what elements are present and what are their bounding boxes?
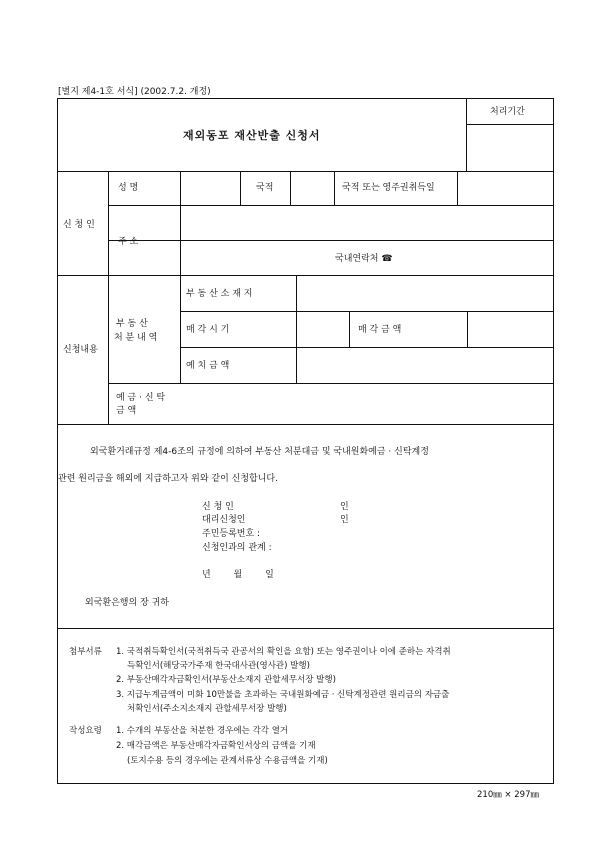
frame-right: [553, 98, 554, 784]
applicant-seal: 인: [340, 502, 349, 512]
request-label-divider: [180, 275, 181, 383]
statement-bottom: [57, 628, 554, 629]
section-col-divider: [108, 171, 109, 425]
name-col-2: [290, 171, 291, 205]
attachment-3: 3. 지급누계금액이 미화 10만불을 초과하는 국내원화예금 · 신탁계정관련 원리금의 자금출: [116, 690, 450, 700]
applicant-section-bottom: [57, 275, 554, 276]
processing-period-label: 처리기간: [490, 107, 525, 117]
applicant-section-label: 신 청 인: [63, 220, 95, 230]
deposit-row-bottom: [108, 383, 554, 384]
name-row-bottom: [108, 205, 554, 206]
request-section-bottom: [57, 424, 554, 425]
location-row-bottom: [180, 311, 554, 312]
sign-applicant-label: 신 청 인: [202, 502, 234, 512]
applicant-label-divider: [180, 171, 181, 276]
name-col-4: [457, 171, 458, 205]
frame-left: [57, 98, 58, 784]
nationality-label: 국적: [256, 183, 274, 193]
request-section-label: 신청내용: [63, 345, 98, 355]
frame-top: [57, 98, 554, 99]
domestic-contact-label: 국내연락처 ☎: [335, 254, 393, 264]
statement-line-2: 관련 원리금을 해외에 지급하고자 위와 같이 신청합니다.: [58, 474, 278, 484]
resident-number-label: 주민등록번호 :: [202, 529, 261, 539]
agent-seal: 인: [340, 515, 349, 525]
attachment-1: 1. 국적취득확인서(국적취득국 관공서의 확인을 요함) 또는 영주권이나 이에 준하는 자격취: [116, 647, 451, 657]
property-location-label: 부 동 산 소 재 지: [186, 289, 253, 299]
disposal-label-1: 부 동 산: [116, 319, 148, 329]
processing-line: [466, 124, 554, 125]
sale-amount-label: 매 각 금 액: [358, 325, 402, 335]
citizenship-date-label: 국적 또는 영주권취득일: [342, 183, 435, 193]
attachments-label: 첨부서류: [69, 647, 102, 657]
sale-col-2: [467, 311, 468, 347]
address-mid-line: [108, 240, 554, 241]
form-title: 재외동포 재산반출 신청서: [183, 129, 321, 142]
trust-label-2: 금 액: [116, 406, 137, 416]
relation-label: 신청인과의 관계 :: [202, 543, 272, 553]
name-label: 성 명: [118, 183, 139, 193]
sale-row-bottom: [180, 347, 554, 348]
trust-label-1: 예 금 · 신 탁: [116, 393, 166, 403]
instruction-1: 1. 수개의 부동산을 처분한 경우에는 각각 열거: [116, 726, 289, 736]
request-value-divider: [296, 275, 297, 383]
address-label: 주 소: [118, 237, 139, 247]
agent-label: 대리신청인: [202, 515, 246, 525]
statement-line-1: 외국환거래규정 제4-6조의 규정에 의하여 부동산 처분대금 및 국내원화예금 · 신탁계정: [90, 447, 429, 457]
attachment-3-cont: 처확인서(주소지소재지 관할세무서장 발행): [127, 704, 287, 714]
title-bottom: [57, 171, 554, 172]
processing-divider: [466, 98, 467, 171]
name-col-3: [334, 171, 335, 205]
addressee: 외국환은행의 장 귀하: [85, 598, 169, 608]
sale-col-1: [349, 311, 350, 347]
attachment-2: 2. 부동산매각자금확인서(부동산소재지 관할세무서장 발행): [116, 675, 336, 685]
deposit-amount-label: 예 치 금 액: [186, 361, 230, 371]
name-col-1: [240, 171, 241, 205]
instruction-2-cont: (토지수용 등의 경우에는 관계서류상 수용금액을 기재): [127, 756, 328, 766]
instructions-label: 작성요령: [69, 726, 102, 736]
instruction-2: 2. 매각금액은 부동산매각자금확인서상의 금액을 기재: [116, 741, 316, 751]
form-number: [별지 제4-1호 서식] (2002.7.2. 개정): [58, 87, 211, 97]
sale-date-label: 매 각 시 기: [186, 325, 230, 335]
date-label: 년 월 일: [202, 570, 274, 580]
disposal-label-2: 처 분 내 역: [114, 333, 158, 343]
attachment-1-cont: 득확인서(해당국가주재 한국대사관(영사관) 발행): [127, 661, 310, 671]
paper-size: 210㎜ × 297㎜: [477, 790, 539, 800]
frame-bottom: [57, 783, 554, 784]
